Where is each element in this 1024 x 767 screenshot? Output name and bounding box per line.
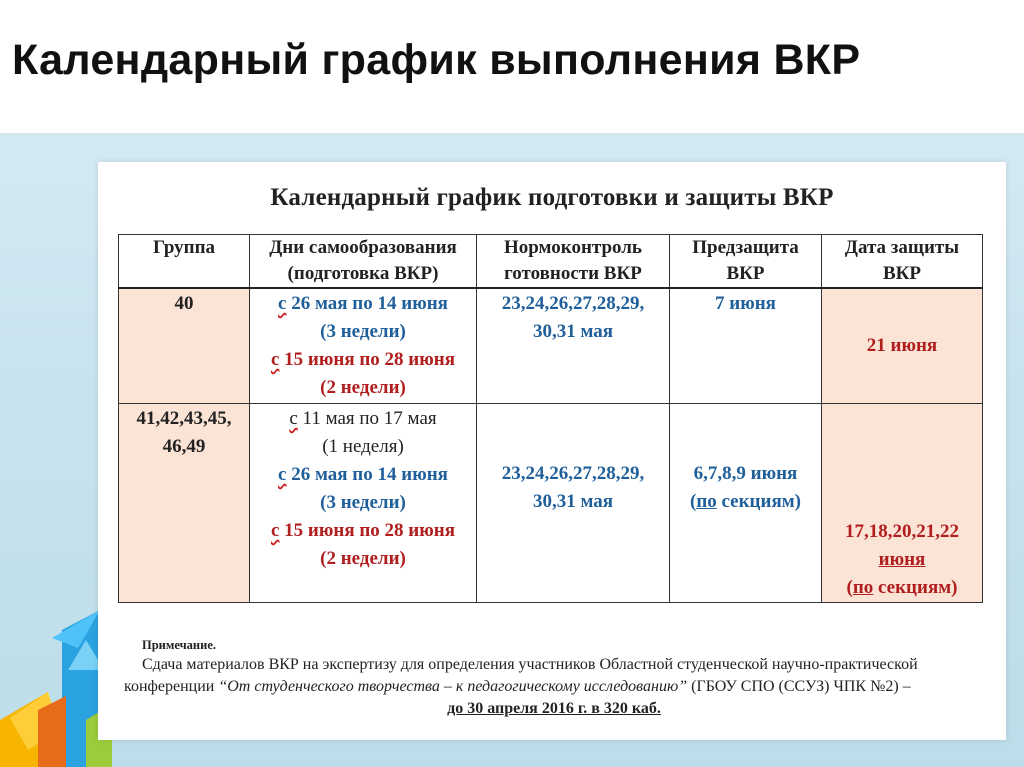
note-body: Сдача материалов ВКР на экспертизу для определения участников Областной студенческой научно-практической конференции “От студенческого творчества – к педагогическому исследованию” (ГБОУ СПО (ССУЗ) ЧПК №2) – — [124, 656, 918, 695]
note-section — [124, 636, 984, 720]
table-header-row — [119, 235, 983, 289]
table-row-group-41 — [119, 403, 983, 602]
slide-title: Календарный график выполнения ВКР — [12, 36, 861, 84]
header-self-study: Дни самообразования (подготовка ВКР) — [250, 235, 477, 289]
cell-norm-control: 23,24,26,27,28,29, 30,31 мая — [477, 403, 670, 602]
cell-self-study: с 11 мая по 17 мая (1 неделя) с 26 мая по 14 июня (3 недели) с 15 июня по 28 июня (2 недели) — [250, 403, 477, 602]
cell-norm-control: 23,24,26,27,28,29, 30,31 мая — [477, 288, 670, 403]
schedule-table — [118, 234, 983, 603]
header-defense-date: Дата защиты ВКР — [822, 235, 983, 289]
cell-group: 40 — [119, 288, 250, 403]
conference-name: “От студенческого творчества – к педагогическому исследованию” — [218, 678, 688, 695]
cell-group: 41,42,43,45, 46,49 — [119, 403, 250, 602]
cell-pre-defense: 7 июня — [670, 288, 822, 403]
cell-self-study: с 26 мая по 14 июня (3 недели) с 15 июня по 28 июня (2 недели) — [250, 288, 477, 403]
cell-defense-date: 17,18,20,21,22 июня (по секциям) — [822, 403, 983, 602]
header-pre-defense: Предзащита ВКР — [670, 235, 822, 289]
document-title: Календарный график подготовки и защиты ВКР — [270, 184, 834, 211]
schedule-document — [98, 162, 1006, 740]
cell-pre-defense: 6,7,8,9 июня (по секциям) — [670, 403, 822, 602]
header-group: Группа — [119, 235, 250, 289]
table-row-group-40 — [119, 288, 983, 403]
cell-defense-date: 21 июня — [822, 288, 983, 403]
note-heading: Примечание. — [142, 638, 217, 652]
note-deadline: до 30 апреля 2016 г. в 320 каб. — [447, 700, 661, 717]
header-norm-control: Нормоконтроль готовности ВКР — [477, 235, 670, 289]
